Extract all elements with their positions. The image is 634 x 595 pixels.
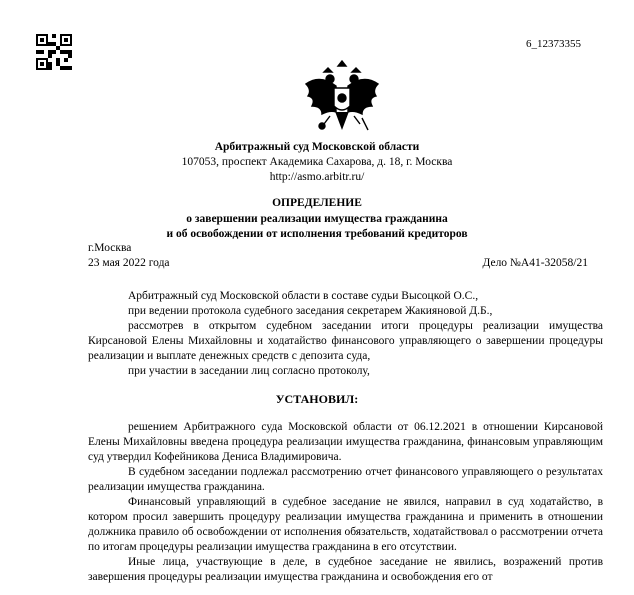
court-website: http://asmo.arbitr.ru/ [269, 171, 365, 183]
intro-consideration-paragraph: рассмотрев в открытом судебном заседании итоги процедуры реализации имущества Кирсановой Елены Михайловны и ходатайство финансового управляющего о завершении процедуры реализации и выплате денежных средств с депозита суда, [88, 320, 603, 362]
russian-coat-of-arms-emblem [300, 60, 384, 138]
document-id: 6_12373355 [526, 38, 581, 50]
court-name: Арбитражный суд Московской области [214, 141, 420, 153]
document-title: ОПРЕДЕЛЕНИЕ [272, 197, 362, 209]
qr-code [36, 34, 72, 70]
paragraph-report: В судебном заседании подлежал рассмотрению отчет финансового управляющего о результатах реализации имущества гражданина. [88, 466, 603, 493]
intro-judge-line: Арбитражный суд Московской области в составе судьи Высоцкой О.С., [128, 290, 479, 302]
established-heading: УСТАНОВИЛ: [275, 392, 359, 406]
paragraph-decision: решением Арбитражного суда Московской области от 06.12.2021 в отношении Кирсановой Елены Михайловны введена процедура реализации имущества гражданина, финансовым управляющим суд утвердил Кофейникова Дениса Владимировича. [88, 421, 603, 463]
intro-secretary-line: при ведении протокола судебного заседания секретарем Жакияновой Д.Б., [128, 305, 493, 317]
established-block [88, 420, 603, 585]
intro-participants-line: при участии в заседании лиц согласно протоколу, [128, 365, 370, 377]
paragraph-other-parties: Иные лица, участвующие в деле, в судебное заседание не явились, возражений против завершения процедуры реализации имущества гражданина и освобождения его от [88, 556, 603, 583]
document-date: 23 мая 2022 года [88, 257, 170, 269]
intro-block [88, 289, 603, 379]
case-number: Дело №А41-32058/21 [482, 257, 588, 269]
city: г.Москва [88, 242, 132, 254]
paragraph-manager-petition: Финансовый управляющий в судебное заседание не явился, направил в суд ходатайство, в котором просил завершить процедуру реализации имущества гражданина и применить в отношении должника правило об освобождении от исполнения обязательств, ходатайствовал о рассмотрении отчета по итогам процедуры реализации имущества гражданина в его отсутствии. [88, 496, 603, 553]
document-subtitle-line-1: о завершении реализации имущества гражданина [186, 213, 448, 225]
court-address: 107053, проспект Академика Сахарова, д. 18, г. Москва [181, 156, 453, 168]
document-subtitle-line-2: и об освобождении от исполнения требований кредиторов [166, 228, 468, 240]
